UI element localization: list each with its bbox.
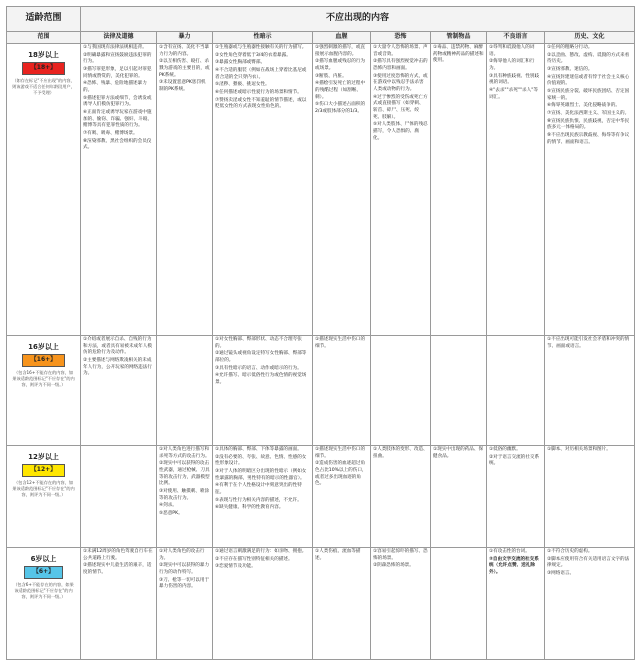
rule-item: ②侮辱他人的词汇和行为。 xyxy=(489,59,535,71)
content-cell xyxy=(213,336,313,446)
rule-item: ①大量令人恐怖的场景、声音或音效。 xyxy=(373,45,428,57)
table-row xyxy=(7,336,635,446)
rule-item: ①现实中出现的药品、保健食品。 xyxy=(433,447,484,459)
age-title: 16岁以上 xyxy=(28,343,59,351)
rule-item: ①通过语言刺激满足的行为：如亲吻、拥抱。 xyxy=(215,549,307,554)
rule-item: ③使用过度恐怖的方式，或在游戏中以残忍手法杀害人类或动物的行为。 xyxy=(373,73,428,92)
rule-item: ①介绍或者展示自杀、自残的行为和方法，或者具有易被未成年人模仿的危险行为及动作。 xyxy=(83,337,152,356)
column-header: 历史、文化 xyxy=(545,32,635,44)
rule-item: ⑧宣扬民族仇恨、民族歧视，否定中华民族多元一体格局的。 xyxy=(547,118,630,131)
rule-item: ⑦有吸、吸毒、赌博场景。 xyxy=(83,130,138,136)
rule-item: ④允许描写、暗示低俗性行为或色情的视觉场景。 xyxy=(215,373,307,385)
rule-item: ①具体的胸部、臀部、下体等暴露的画面。 xyxy=(215,447,302,452)
rule-item: ①与我国现有法律法规相违背。 xyxy=(83,45,147,50)
content-cell xyxy=(545,336,635,446)
age-rating-badge: 【12+】 xyxy=(22,464,65,477)
content-cell xyxy=(81,336,157,446)
content-cell xyxy=(157,336,213,446)
rule-item: ③对使用、触摸刺、喷涂等的攻击行为。 xyxy=(159,488,210,501)
rule-item: ②没有必要的、夸张、故意、色情、性感的女性形象设计。 xyxy=(215,454,307,467)
content-cell xyxy=(313,446,371,548)
rule-item: ③描写罪犯形象，足以引起对罪犯同情或赞赏的，美化犯罪的。 xyxy=(83,66,152,79)
rule-item: ④宣扬封建迷信或者有悖于社会主义核心价值观的。 xyxy=(547,74,630,87)
rule-item: ⑨不应出现民族宗教歧视、侮辱等有争议的情节、画面和语言。 xyxy=(547,132,630,145)
rule-item: ①任何的粗略分行动。 xyxy=(547,45,593,50)
content-cell xyxy=(431,44,487,336)
rule-item: ④不合适的服装（例如在战场上穿着比基尼或者合适的全只穿内衣）。 xyxy=(215,67,307,80)
rule-item: ④恐怖、残暴、危险地描述暴力的。 xyxy=(83,81,147,93)
rule-item: ②以互相伤害、殴打、杀戮为游戏的主要目的，或PK系统。 xyxy=(159,59,210,78)
column-header: 法律及道德 xyxy=(81,32,157,44)
age-range-header: 适龄范围 xyxy=(7,7,81,32)
rule-item: ④"去杀""杀死""杀人"等词汇。 xyxy=(489,87,538,100)
rule-item: ②明确暴露和宣扬鼓励违法犯罪的行为。 xyxy=(83,52,152,65)
column-header: 血腥 xyxy=(313,32,371,44)
rule-item: ④剑杀。 xyxy=(159,503,177,509)
content-cell xyxy=(431,446,487,548)
age-rating-badge: 【6+】 xyxy=(24,566,63,579)
rule-item: ①强烈刺激的描写，或直接展示血腥内容的。 xyxy=(315,45,366,57)
rule-item: ⑤伤口大小描述占面积的2/3或肢体部分的1/3。 xyxy=(315,102,366,114)
rule-item: ①容易引起惊吓的描写、恐怖的场景。 xyxy=(373,549,428,561)
rule-item: ①有攻击性的台词。 xyxy=(489,549,530,554)
rule-item: ⑧渲染邪教、黑社会组织的会员仪式。 xyxy=(83,138,152,151)
rule-item: ②现实中可以获得的暴力行为的动作特写。 xyxy=(159,563,210,575)
rule-item: ①对女性胸部、臀部形状、动态不合理夸张的。 xyxy=(215,337,302,349)
rule-item: ③宣扬邪教、迷信的。 xyxy=(547,66,593,72)
age-range-cell xyxy=(7,44,81,336)
rule-item: ②描述现实中儿童生活的艰辛，适度的情节。 xyxy=(83,563,152,575)
rule-item: ①人类伤痕、流血等描述。 xyxy=(315,549,361,561)
content-cell xyxy=(157,44,213,336)
rule-item: ②脚本应使用符合有关适用语言文字的法律规定。 xyxy=(547,556,630,569)
age-rating-note: （包含6+不能存在的内容，如果该适龄范围标记"不应存在"的内容，则评为不同一级。） xyxy=(13,581,74,600)
age-rating-note: （如存在标记"不应出现"的内容，则该游戏不适合任何年龄段用户，不予受理） xyxy=(12,77,75,96)
age-range-cell xyxy=(7,548,81,660)
rule-item: ②描写具有强烈视觉冲击的恐怖内容和画面。 xyxy=(373,59,428,71)
rule-item: ②造成伤害的血迹超过角色占比10%以上的伤口，或者过多出现血迹的角色。 xyxy=(315,461,367,487)
column-header: 暴力 xyxy=(157,32,213,44)
rule-item: ③具有性暗示的语言、动作或暗示的行为。 xyxy=(215,365,302,371)
column-header: 范围 xyxy=(7,32,81,44)
rule-item: ①对人类角色的攻击行为。 xyxy=(159,549,205,561)
rule-item: ③暴露女性胸部或臀部。 xyxy=(215,60,266,66)
rule-item: ⑦赞扬卖淫或女性不知羞耻的情节描述，或以贬低女性的方式表现女性角色的。 xyxy=(215,97,307,110)
content-cell xyxy=(487,548,545,660)
rule-item: ⑤描述犯罪方法或细节，会诱发或诱导人们模仿犯罪行为。 xyxy=(83,95,152,108)
rule-item: ①描述现实生活中伤口的细节。 xyxy=(315,337,366,349)
rule-item: ⑥缺失健康、科学的性教育内容。 xyxy=(215,505,284,511)
rule-item: ③网络语言。 xyxy=(547,570,575,576)
age-title: 12岁以上 xyxy=(28,453,59,461)
rule-item: ②描写血腥或残忍的行为或场景。 xyxy=(315,59,366,71)
rule-item: ①人类肢体的变形、改造、扭曲。 xyxy=(373,447,428,459)
rule-item: ④有利于在个人性格设计中刻意突出的性特征。 xyxy=(215,483,302,495)
content-cell xyxy=(157,446,213,548)
table-body xyxy=(7,44,635,660)
content-cell xyxy=(313,336,371,446)
rule-item: ⑥正面肯定或诱导玩家在游戏中施加的、偷窃、诈骗、强奸、斗殴、赌博等具有犯罪性质的行为。 xyxy=(83,109,152,129)
rule-item: ②以歪曲、篡改、虚构、诋毁的方式来看待历史。 xyxy=(547,52,630,65)
content-cell xyxy=(371,336,431,446)
rule-item: ①低俗的幽默。 xyxy=(489,447,521,452)
content-cell xyxy=(545,548,635,660)
rule-item: ②通过镜头或视角设定特写女性胸部、臀部等部位的。 xyxy=(215,351,307,363)
rule-item: ④描绘引发死亡的过程中的残酷过程（如割喉、刺）。 xyxy=(315,81,366,100)
rule-item: ①辱骂和诋毁他人的词语。 xyxy=(489,45,535,57)
rule-item: ⑤恶意PK。 xyxy=(159,510,183,516)
rule-item: ③刀、枪等一切可以用于暴力伤害的内容。 xyxy=(159,577,210,590)
content-cell xyxy=(371,548,431,660)
content-cell xyxy=(371,446,431,548)
rule-item: ③断肢、内脏。 xyxy=(315,73,347,79)
rule-item: ⑥侮辱英雄烈士、美化侵略战争的。 xyxy=(547,103,621,109)
column-header: 管制物品 xyxy=(431,32,487,44)
table-row xyxy=(7,548,635,660)
content-cell xyxy=(545,446,635,548)
age-rating-note: （包含12+不能存在的内容，如果该适龄范围标记"不应存在"的内容，则评为不同一级。） xyxy=(12,479,75,498)
forbidden-content-header: 不应出现的内容 xyxy=(81,7,635,32)
rule-item: ②女性角色穿着低于3/4的衣着暴露。 xyxy=(215,52,291,58)
rule-item: ③恋爱情节及功能。 xyxy=(215,564,256,570)
rule-item: ②阴森恐怖的场景。 xyxy=(373,563,414,569)
rule-item: ①不应出现可能引发社会矛盾和冲突的情节、画面或语言。 xyxy=(547,337,630,349)
rule-item: ②主要描述与网络欺凌相关的未成年人行为，公开玩家的网络违法行为。 xyxy=(83,357,152,377)
age-range-cell xyxy=(7,336,81,446)
rule-item: ⑤表现与性行为相关内容的描述，不允许。 xyxy=(215,497,302,503)
column-header: 不良语言 xyxy=(487,32,545,44)
rule-item: ⑦宣扬、美化法西斯主义、军国主义的。 xyxy=(547,110,630,116)
age-rating-badge: 【18+】 xyxy=(22,62,65,75)
content-cell xyxy=(157,548,213,660)
content-cell xyxy=(213,44,313,336)
content-cell xyxy=(487,336,545,446)
rule-item: ④过于惨烈的受伤或死亡方式或直接描写（如穿刺、斩首、碎尸、压死、绞死、肢解）。 xyxy=(373,94,428,120)
age-title: 18岁以上 xyxy=(28,51,59,59)
content-cell xyxy=(371,44,431,336)
rule-item: ⑤宣扬民族分裂、破坏民族团结、否定国家统一的。 xyxy=(547,88,630,101)
rule-item: ①未满12周岁的角色驾驶自行车在公共道路上行驶。 xyxy=(83,549,153,561)
rule-item: ②现实中可以获得的攻击性武器，通过枪械、刀具等的攻击行为，武器模型比例。 xyxy=(159,461,210,487)
rule-item: ②不应存在描写性别特征相关的描述。 xyxy=(215,556,293,562)
content-cell xyxy=(487,446,545,548)
content-cell xyxy=(545,44,635,336)
content-cell xyxy=(431,336,487,446)
content-cell xyxy=(81,44,157,336)
column-header: 恐怖 xyxy=(371,32,431,44)
rule-item: ①毒品、违禁药物、麻醉药物或精神药品的描述和使用。 xyxy=(433,45,484,64)
content-cell xyxy=(81,548,157,660)
table-title-row xyxy=(7,7,635,32)
content-cell xyxy=(313,548,371,660)
rule-item: ②自由文字交流的社交系统（允许点赞、送礼除外）。 xyxy=(489,556,539,575)
content-cell xyxy=(81,446,157,548)
content-cell xyxy=(213,446,313,548)
age-range-cell xyxy=(7,446,81,548)
rule-item: ①对人类角色进行描写和杀死等方式的攻击行为。 xyxy=(159,447,210,459)
rule-item: ⑤淫秽、猥亵、挑逗女性。 xyxy=(215,82,270,88)
age-rating-badge: 【16+】 xyxy=(22,354,65,367)
rule-item: ①生殖器或与生殖器性接触有关的行为描写。 xyxy=(215,45,307,50)
column-header: 性暗示 xyxy=(213,32,313,44)
rule-item: ③对于人体的明暗区分出现的性暗示（例如女性暴露的胸部，男性特有的暗示的性器官）。 xyxy=(215,468,307,481)
rule-item: ①脚本、对历相关场景和图片。 xyxy=(547,447,611,452)
rule-item: ①不符合历史的虚构。 xyxy=(547,549,593,554)
content-cell xyxy=(213,548,313,660)
rule-item: ③具有种族歧视、性别歧视的词语。 xyxy=(489,73,540,86)
rule-item: ①含有宣扬、美化不当暴力行为的内容。 xyxy=(159,45,210,57)
age-title: 6岁以上 xyxy=(30,555,57,563)
age-rating-note: （包含16+不能存在的内容，如果该适龄范围标记"不应存在"的内容，则评为不同一级。） xyxy=(12,369,75,388)
rule-item: ②对于语言交流的社交系统。 xyxy=(489,454,540,467)
content-cell xyxy=(313,44,371,336)
rule-item: ⑤对人类肢体、尸体的残忍描写，令人恐惧的、腐化。 xyxy=(373,122,428,141)
column-header-row xyxy=(7,32,635,44)
table-row xyxy=(7,44,635,336)
age-rating-table xyxy=(6,6,635,660)
content-cell xyxy=(487,44,545,336)
rule-item: ⑥任何描述或暗示性爱行为的场景和情节。 xyxy=(215,89,302,95)
rule-item: ③未设置恶意PK惩罚机制的PK系统。 xyxy=(159,80,206,92)
content-cell xyxy=(431,548,487,660)
table-row xyxy=(7,446,635,548)
rule-item: ①描述现实生活中伤口的细节。 xyxy=(315,447,366,459)
